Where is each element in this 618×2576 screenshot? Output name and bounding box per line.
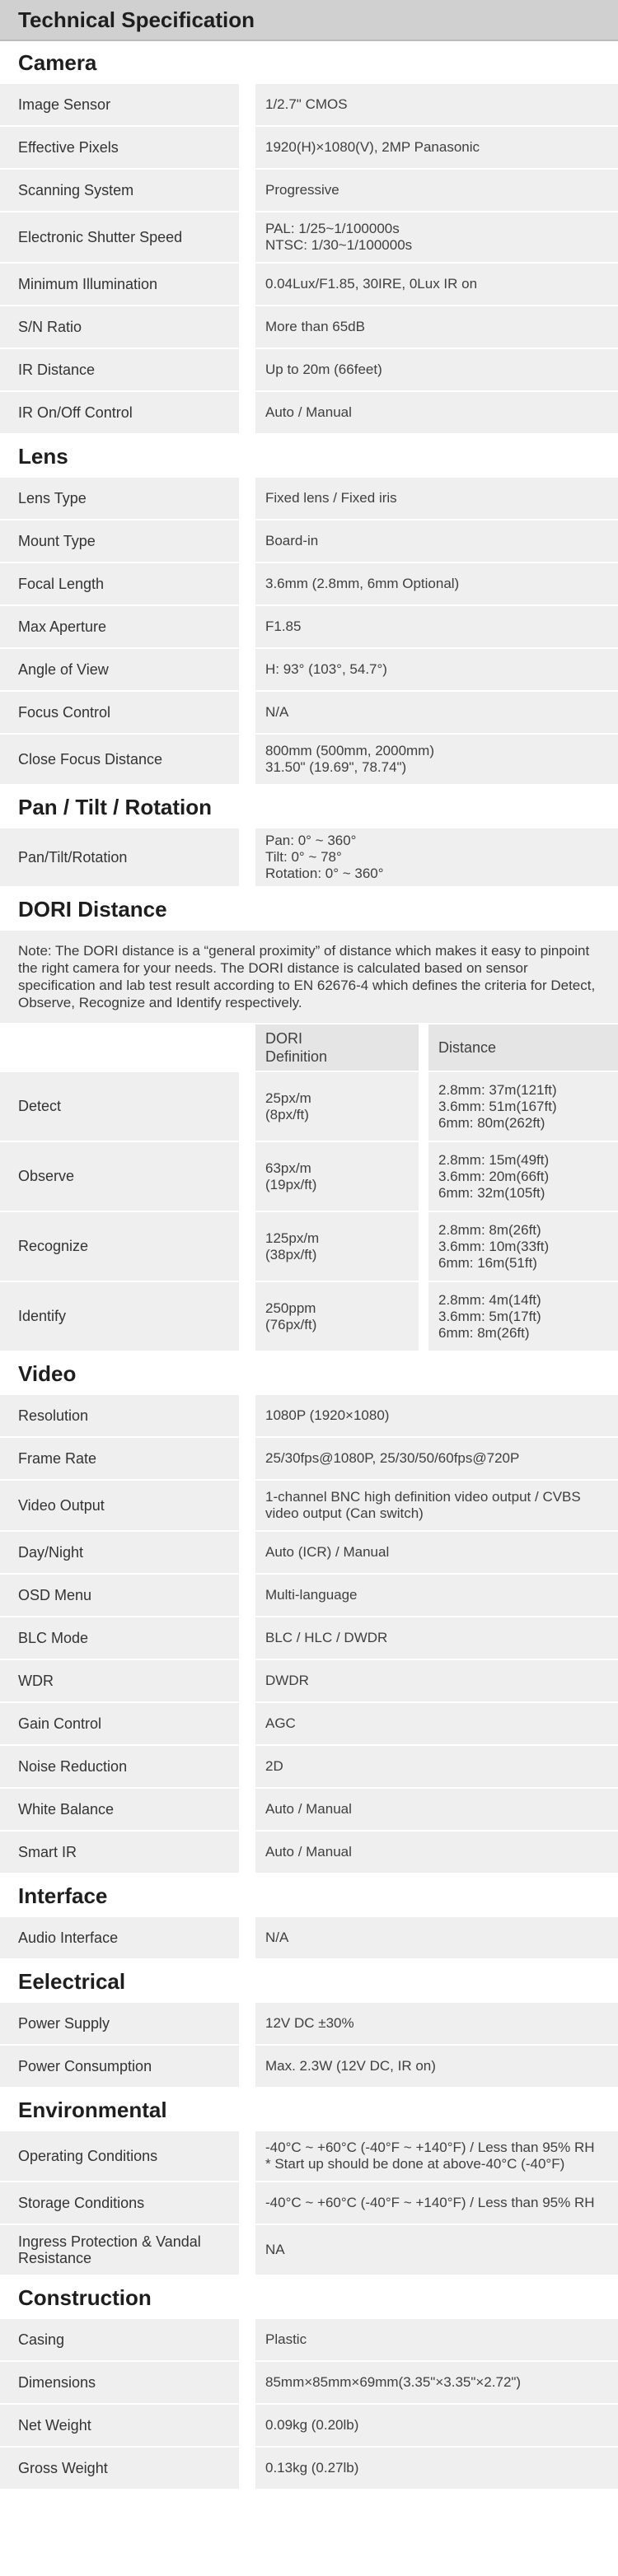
spec-value-line: 0.04Lux/F1.85, 30IRE, 0Lux IR on [265, 276, 478, 292]
spec-label [0, 1438, 239, 1479]
spec-label-line: Close Focus Distance [18, 750, 163, 768]
dori-definition [239, 1142, 419, 1211]
spec-value [239, 2182, 618, 2224]
dori-level: Observe [0, 1142, 239, 1211]
spec-value-line: 1920(H)×1080(V), 2MP Panasonic [265, 139, 480, 155]
spec-value [239, 1617, 618, 1659]
spec-label-line: Gain Control [18, 1715, 102, 1732]
spec-row [0, 1532, 618, 1575]
spec-section [0, 2088, 618, 2276]
spec-section [0, 1960, 618, 2088]
spec-value [239, 392, 618, 433]
dori-distance-line: 6mm: 16m(51ft) [438, 1254, 537, 1271]
spec-label-line: Noise Reduction [18, 1757, 128, 1775]
spec-label-line: Operating Conditions [18, 2147, 158, 2164]
spec-row [0, 1575, 618, 1617]
spec-value [239, 1746, 618, 1787]
spec-value [239, 2131, 618, 2181]
spec-label [0, 1395, 239, 1436]
spec-value-line: Pan: 0° ~ 360° [265, 833, 357, 848]
spec-row [0, 1438, 618, 1481]
spec-row [0, 1703, 618, 1746]
spec-label [0, 2003, 239, 2044]
spec-label [0, 264, 239, 305]
spec-label-line: Frame Rate [18, 1449, 97, 1467]
spec-value [239, 520, 618, 562]
spec-label-line: S/N Ratio [18, 318, 82, 335]
spec-label-line: White Balance [18, 1800, 115, 1818]
spec-label [0, 735, 239, 784]
spec-value-line: N/A [265, 1930, 289, 1945]
spec-label-line: Scanning System [18, 181, 134, 198]
spec-label-line: Dimensions [18, 2373, 96, 2391]
spec-label-line: Casing [18, 2331, 65, 2348]
spec-row [0, 212, 618, 264]
spec-row [0, 1617, 618, 1660]
spec-label [0, 2225, 239, 2275]
spec-label [0, 84, 239, 125]
spec-label-line: Smart IR [18, 1843, 77, 1860]
dori-row [0, 1282, 618, 1352]
spec-label [0, 349, 239, 390]
spec-row [0, 1746, 618, 1789]
spec-value-line: Multi-language [265, 1587, 358, 1603]
spec-row [0, 1660, 618, 1703]
dori-col-definition [239, 1024, 419, 1071]
spec-label-line: Video Output [18, 1496, 105, 1514]
spec-row [0, 392, 618, 435]
spec-value [239, 264, 618, 305]
spec-label [0, 1481, 239, 1530]
section-heading: Eelectrical [0, 1960, 618, 2003]
spec-value-line: 12V DC ±30% [265, 2015, 354, 2031]
spec-value [239, 212, 618, 262]
spec-value [239, 84, 618, 125]
spec-label [0, 520, 239, 562]
spec-row [0, 1395, 618, 1438]
spec-row [0, 2362, 618, 2405]
dori-definition [239, 1212, 419, 1281]
spec-label-line: Pan/Tilt/Rotation [18, 848, 128, 866]
dori-distance-line: 6mm: 32m(105ft) [438, 1184, 545, 1201]
spec-value [239, 649, 618, 690]
spec-value-line: PAL: 1/25~1/100000s [265, 221, 400, 236]
dori-level: Recognize [0, 1212, 239, 1281]
spec-value [239, 828, 618, 886]
spec-value-line: N/A [265, 704, 289, 720]
spec-label-line: Ingress Protection & Vandal [18, 2233, 201, 2250]
spec-value-line: More than 65dB [265, 319, 365, 334]
spec-section [0, 1874, 618, 1960]
spec-label [0, 170, 239, 211]
section-heading: Lens [0, 435, 618, 478]
spec-row [0, 1832, 618, 1874]
spec-value-line: 1/2.7" CMOS [265, 96, 348, 112]
spec-value [239, 478, 618, 519]
spec-value-line: Board-in [265, 533, 319, 548]
dori-distance-line: 3.6mm: 10m(33ft) [438, 1238, 550, 1254]
dori-distance-line: 2.8mm: 37m(121ft) [438, 1081, 557, 1098]
spec-label [0, 1617, 239, 1659]
spec-section [0, 2276, 618, 2490]
spec-label-line: Electronic Shutter Speed [18, 228, 183, 245]
spec-label [0, 127, 239, 168]
spec-value [239, 1438, 618, 1479]
spec-label-line: Minimum Illumination [18, 275, 158, 292]
spec-value-line: Auto / Manual [265, 1801, 352, 1817]
spec-label-line: Mount Type [18, 532, 96, 549]
spec-label-line: Power Consumption [18, 2057, 152, 2074]
dori-row [0, 1142, 618, 1212]
spec-label [0, 649, 239, 690]
spec-label-line: Max Aperture [18, 618, 107, 635]
spec-value [239, 2448, 618, 2489]
spec-value [239, 606, 618, 647]
spec-value [239, 1532, 618, 1573]
spec-value [239, 2225, 618, 2275]
spec-value [239, 1789, 618, 1830]
spec-label [0, 606, 239, 647]
spec-row [0, 306, 618, 349]
spec-label-line: BLC Mode [18, 1629, 89, 1646]
section-heading: Camera [0, 41, 618, 84]
dori-level: Identify [0, 1282, 239, 1351]
spec-value [239, 692, 618, 733]
spec-value-line: Fixed lens / Fixed iris [265, 490, 397, 506]
spec-sections [0, 41, 618, 2490]
dori-distance-line: 3.6mm: 51m(167ft) [438, 1098, 557, 1114]
spec-value-line: NA [265, 2242, 285, 2257]
spec-value-line: Auto / Manual [265, 404, 352, 420]
spec-label-line: IR On/Off Control [18, 404, 133, 421]
spec-label [0, 1917, 239, 1958]
spec-value-line: H: 93° (103°, 54.7°) [265, 661, 387, 677]
dori-distance-line: 2.8mm: 15m(49ft) [438, 1151, 550, 1168]
spec-value-line: Progressive [265, 182, 339, 198]
spec-value-line: video output (Can switch) [265, 1505, 424, 1521]
dori-row [0, 1212, 618, 1282]
spec-section [0, 888, 618, 1352]
spec-row [0, 2319, 618, 2362]
spec-value [239, 1917, 618, 1958]
spec-label-line: Net Weight [18, 2416, 91, 2434]
spec-value-line: NTSC: 1/30~1/100000s [265, 237, 413, 253]
spec-section [0, 786, 618, 888]
dori-distance-line: 6mm: 80m(262ft) [438, 1114, 545, 1131]
spec-value [239, 349, 618, 390]
spec-row [0, 692, 618, 735]
spec-value [239, 2362, 618, 2403]
spec-value-line: 31.50" (19.69", 78.74") [265, 759, 407, 775]
spec-label-line: IR Distance [18, 361, 96, 378]
spec-value-line: Auto (ICR) / Manual [265, 1544, 390, 1560]
spec-label-line: Focus Control [18, 703, 111, 721]
spec-label [0, 1746, 239, 1787]
spec-label [0, 2362, 239, 2403]
dori-distance [419, 1212, 618, 1281]
dori-definition-line: 25px/m [265, 1090, 311, 1106]
spec-label [0, 1703, 239, 1744]
spec-section [0, 41, 618, 435]
section-heading: Environmental [0, 2088, 618, 2131]
spec-row [0, 264, 618, 306]
spec-label [0, 1575, 239, 1616]
spec-value [239, 1832, 618, 1873]
dori-header-row [0, 1024, 618, 1072]
spec-label [0, 212, 239, 262]
section-heading: Interface [0, 1874, 618, 1917]
spec-label [0, 692, 239, 733]
dori-header-blank [0, 1024, 239, 1071]
spec-value [239, 1395, 618, 1436]
spec-row [0, 1789, 618, 1832]
spec-value-line: 1-channel BNC high definition video output / CVBS [265, 1489, 581, 1505]
spec-label [0, 2131, 239, 2181]
dori-definition-line: (19px/ft) [265, 1176, 317, 1192]
dori-distance-line: 3.6mm: 20m(66ft) [438, 1168, 550, 1184]
spec-value-line: F1.85 [265, 618, 302, 634]
dori-distance [419, 1282, 618, 1351]
dori-definition-line: 250ppm [265, 1300, 316, 1316]
dori-col-definition-line: Definition [265, 1048, 328, 1065]
spec-row [0, 520, 618, 563]
spec-value [239, 2003, 618, 2044]
spec-row [0, 349, 618, 392]
spec-value [239, 1481, 618, 1530]
spec-label-line: Day/Night [18, 1543, 84, 1561]
spec-value [239, 563, 618, 604]
spec-row [0, 563, 618, 606]
spec-label [0, 2405, 239, 2446]
spec-value-line: 800mm (500mm, 2000mm) [265, 743, 435, 758]
spec-row [0, 606, 618, 649]
spec-label-line: WDR [18, 1672, 54, 1689]
spec-value-line: Tilt: 0° ~ 78° [265, 849, 342, 865]
dori-distance-line: 2.8mm: 8m(26ft) [438, 1221, 541, 1238]
spec-value-line: DWDR [265, 1673, 309, 1688]
dori-level: Detect [0, 1072, 239, 1141]
spec-row [0, 2405, 618, 2448]
spec-value-line: * Start up should be done at above-40°C (-40°F) [265, 2156, 565, 2172]
spec-title: Technical Specification [0, 0, 618, 41]
spec-label [0, 1532, 239, 1573]
spec-value-line: -40°C ~ +60°C (-40°F ~ +140°F) / Less than 95% RH [265, 2140, 595, 2155]
spec-section [0, 435, 618, 786]
dori-definition-line: (8px/ft) [265, 1106, 309, 1122]
dori-distance-line: 2.8mm: 4m(14ft) [438, 1291, 541, 1308]
spec-row [0, 828, 618, 888]
spec-label [0, 1660, 239, 1701]
section-heading: Construction [0, 2276, 618, 2319]
spec-row [0, 84, 618, 127]
dori-note: Note: The DORI distance is a “general proximity” of distance which makes it easy to pinpoint the right camera for your needs. The DORI distance is calculated based on sensor specification and lab test result according to EN 62676-4 which defines the criteria for Detect, Observe, Recognize and Identify respectively. [0, 931, 618, 1024]
spec-value-line: AGC [265, 1715, 296, 1731]
spec-label-line: Storage Conditions [18, 2194, 145, 2211]
spec-label [0, 2319, 239, 2360]
spec-value [239, 2405, 618, 2446]
spec-label [0, 306, 239, 348]
spec-value [239, 127, 618, 168]
spec-value [239, 735, 618, 784]
spec-value [239, 2319, 618, 2360]
spec-label-line: OSD Menu [18, 1586, 92, 1603]
spec-value [239, 306, 618, 348]
spec-label-line: Image Sensor [18, 96, 111, 113]
spec-section [0, 1352, 618, 1874]
spec-label [0, 828, 239, 886]
spec-label [0, 563, 239, 604]
spec-label [0, 392, 239, 433]
dori-col-distance [419, 1024, 618, 1071]
spec-row [0, 170, 618, 212]
spec-label [0, 1789, 239, 1830]
spec-label [0, 2448, 239, 2489]
section-heading: Video [0, 1352, 618, 1395]
dori-definition-line: 125px/m [265, 1230, 320, 1246]
dori-distance-line: 6mm: 8m(26ft) [438, 1324, 530, 1341]
spec-label [0, 2182, 239, 2224]
spec-label [0, 2046, 239, 2087]
dori-row [0, 1072, 618, 1142]
spec-label [0, 478, 239, 519]
spec-value-line: Plastic [265, 2331, 307, 2347]
spec-value-line: Auto / Manual [265, 1844, 352, 1860]
spec-label-line: Focal Length [18, 575, 105, 592]
spec-row [0, 735, 618, 786]
spec-label-line: Resolution [18, 1407, 89, 1424]
spec-value [239, 1575, 618, 1616]
spec-value-line: 3.6mm (2.8mm, 6mm Optional) [265, 576, 460, 591]
spec-value-line: BLC / HLC / DWDR [265, 1630, 388, 1645]
spec-value-line: 85mm×85mm×69mm(3.35"×3.35"×2.72") [265, 2374, 522, 2390]
spec-row [0, 127, 618, 170]
spec-row [0, 2046, 618, 2088]
dori-distance [419, 1142, 618, 1211]
spec-label-line: Resistance [18, 2250, 92, 2266]
spec-label-line: Lens Type [18, 489, 87, 506]
dori-definition-line: (76px/ft) [265, 1316, 317, 1332]
spec-label [0, 1832, 239, 1873]
spec-value-line: 0.09kg (0.20lb) [265, 2417, 359, 2433]
section-heading: Pan / Tilt / Rotation [0, 786, 618, 828]
spec-value-line: 1080P (1920×1080) [265, 1407, 390, 1423]
spec-row [0, 2182, 618, 2225]
spec-label-line: Effective Pixels [18, 138, 119, 156]
dori-definition [239, 1282, 419, 1351]
dori-col-distance-line: Distance [438, 1039, 497, 1056]
dori-definition [239, 1072, 419, 1141]
spec-value-line: Up to 20m (66feet) [265, 362, 382, 377]
spec-value-line: -40°C ~ +60°C (-40°F ~ +140°F) / Less than 95% RH [265, 2195, 595, 2210]
spec-row [0, 1917, 618, 1960]
spec-value-line: 25/30fps@1080P, 25/30/50/60fps@720P [265, 1450, 520, 1466]
spec-value-line: Max. 2.3W (12V DC, IR on) [265, 2058, 436, 2074]
spec-row [0, 478, 618, 520]
dori-definition-line: 63px/m [265, 1160, 311, 1176]
spec-row [0, 1481, 618, 1532]
spec-row [0, 2131, 618, 2182]
section-heading: DORI Distance [0, 888, 618, 931]
spec-label-line: Power Supply [18, 2014, 110, 2032]
dori-definition-line: (38px/ft) [265, 1246, 317, 1262]
spec-row [0, 2003, 618, 2046]
dori-distance-line: 3.6mm: 5m(17ft) [438, 1308, 541, 1324]
spec-row [0, 649, 618, 692]
spec-value [239, 1703, 618, 1744]
spec-value-line: 0.13kg (0.27lb) [265, 2460, 359, 2476]
spec-label-line: Audio Interface [18, 1929, 119, 1946]
dori-distance [419, 1072, 618, 1141]
spec-row [0, 2448, 618, 2490]
spec-row [0, 2225, 618, 2276]
spec-label-line: Angle of View [18, 660, 109, 678]
dori-col-definition-line: DORI [265, 1030, 302, 1047]
spec-value [239, 1660, 618, 1701]
spec-value [239, 2046, 618, 2087]
spec-value [239, 170, 618, 211]
spec-value-line: Rotation: 0° ~ 360° [265, 866, 384, 881]
spec-label-line: Gross Weight [18, 2459, 108, 2476]
spec-value-line: 2D [265, 1758, 283, 1774]
